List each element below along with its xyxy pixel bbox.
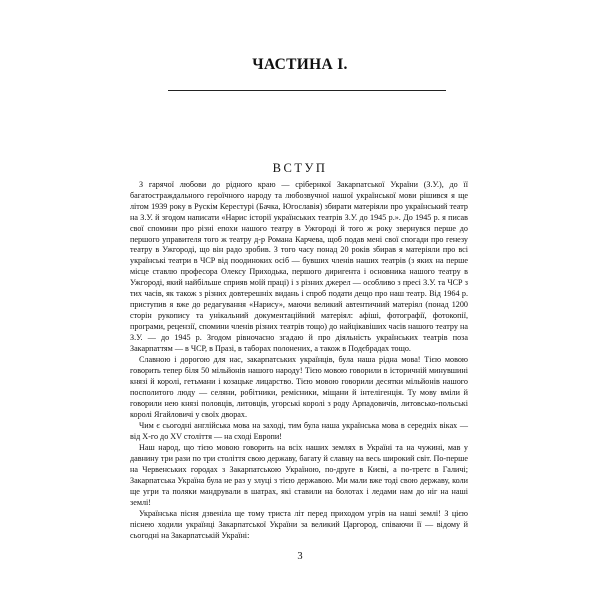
paragraph: Українська пісня дзвеніла ще тому триста літ перед приходом угрів на наші землі! З цією піснею ходили українці Закарпатської України за великий Царгород, співаючи її — відому й сьогодні на Закарпатській Україні: (130, 509, 468, 540)
paragraph: З гарячої любови до рідного краю — срібернкої Закарпатської України (З.У.), до її багатостраждального героїчного народу та любозвучної нашої української мови рішився я ще літом 1939 року в Рускім Керестурі (Бачка, Югославія) збирати матеріяли про український театр на З.У. й згодом написати «Нарис історії українських театрів З.У. до 1945 р.». До 1945 р. я писав свої спомини про різні епохи нашого театру в Ужгороді й того ж року звернувся перше до першого управителя того ж театру д-р Романа Карчева, щоб подав мені свої спогади про генезу театру в Ужгороді, що він радо зробив. З того часу понад 20 років збирав я матеріяли про всі українські театри в ЧСР від поодиноких осіб — бувших членів наших театрів (з яких на перше місце ставлю професора Олексу Приходька, першого диригента і основника нашого театру в Ужгороді, який найбільше сприяв моїй праці) і з різних джерел — особливо з пресі З.У. та ЧСР з тих часів, як також з різних довтерешніх видань і спроб подати дещо про наш театр. Від 1964 р. приступив я вже до редагування «Нарису», маючи великий автентичний матеріял (понад 1200 сторін рукопису та унікальний документаційний матеріял: афіші, фотографії, фотокопії, програми, рецензії, спомини членів різних театрів тощо) до найцікавіших часів нашого театру на З.У. — до 1945 р. Згодом рівночасно згадаю й про діяльність українських театрів поза Закарпаттям — в ЧСР, в Празі, в таборах полонених, а також в Подєбрадах тощо. (130, 180, 468, 353)
body-text (130, 180, 468, 542)
paragraph: Славною і дорогою для нас, закарпатських українців, була наша рідна мова! Тією мовою говорить тепер біля 50 мільйонів нашого народу! Тією мовою говорили в історичній минувшині князі й королі, гетьмани і козацьке лицарство. Тією мовою говорили десятки мільйонів нашого посполитого люду — селяни, робітники, ремісники, міщани й інтелігенція. Ту мову вміли й говорили нею князі половців, литовців, угорські королі з роду Арпадовичів, литовсько-польські королі Ягайловичі у своїх дворах. (130, 355, 468, 419)
paragraph: Наш народ, що тією мовою говорить на всіх наших землях в Україні та на чужині, мав у давнину три рази по три століття свою державу, багату й славну на весь широкий світ. По-перше на Червенських городах з Закарпатською Україною, по-друге в Києві, а по-третє в Галичі; Закарпатська Україна була не раз у злуці з тією державою. Ми мали вже тоді свою державу, коли ще угри та поляки мандрували в шатрах, які ставили на болотах і ледами нам до ніг на наші землі! (130, 443, 468, 507)
section-title: ВСТУП (272, 161, 328, 175)
title-divider (168, 90, 446, 91)
paragraph: Чим є сьогодні англійська мова на заході, тим була наша українська мова в середніх віках — від X-го до XV століття — на сході Европи! (130, 420, 468, 441)
page-number: 3 (297, 551, 303, 562)
part-title: ЧАСТИНА І. (252, 56, 348, 73)
